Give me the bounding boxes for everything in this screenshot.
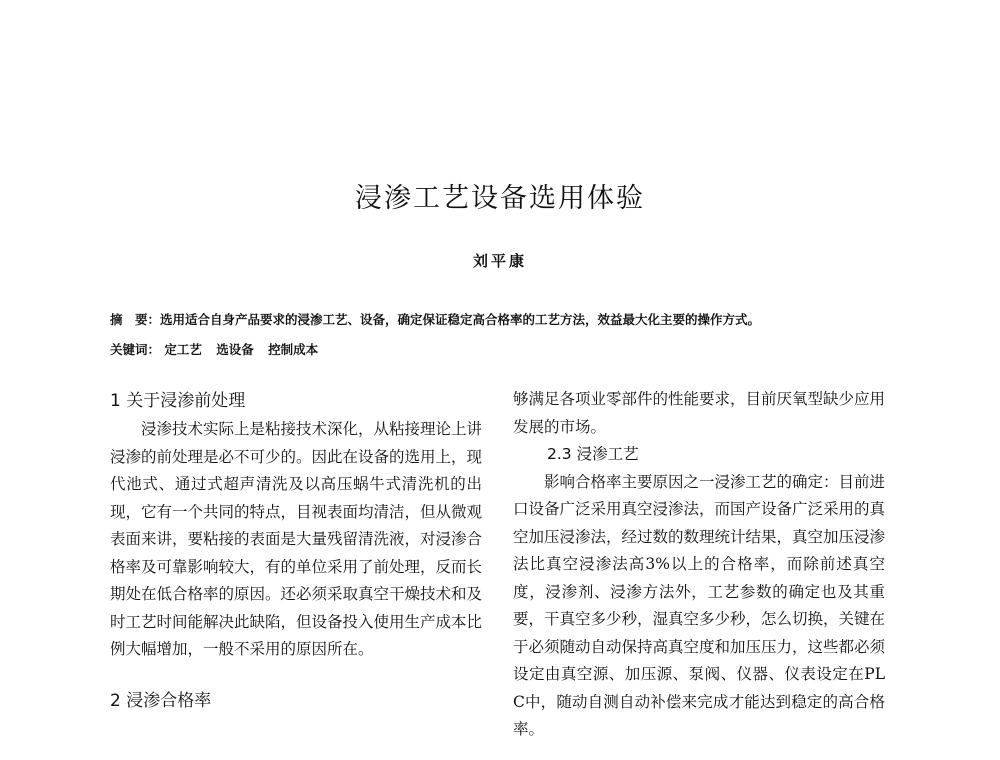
keyword-item: 定工艺 (164, 342, 202, 357)
continued-paragraph: 够满足各项业零部件的性能要求，目前厌氧型缺少应用发展的市场。 (513, 390, 886, 436)
abstract-text: 选用适合自身产品要求的浸渗工艺、设备，确定保证稳定高合格率的工艺方法，效益最大化主要的操作方式。 (160, 312, 761, 327)
section-2-3-heading: 2.3 浸渗工艺 (547, 445, 639, 463)
abstract-label: 摘 要： (110, 312, 161, 327)
keywords-label: 关键词： (110, 342, 161, 357)
section-1-heading: 1 关于浸渗前处理 (110, 391, 246, 411)
paper-title: 浸渗工艺设备选用体验 (355, 183, 645, 214)
keyword-item: 控制成本 (268, 342, 319, 357)
right-column (513, 386, 885, 744)
left-column (110, 386, 482, 716)
section-2-heading: 2 浸渗合格率 (110, 690, 212, 711)
section-1-paragraph: 浸渗技术实际上是粘接技术深化，从粘接理论上讲浸渗的前处理是必不可少的。因此在设备的选用上，现代池式、通过式超声清洗及以高压蜗牛式清洗机的出现，它有一个共同的特点，目视表面均清洁，但从微观表面来讲，要粘接的表面是大量残留清洗液，对浸渗合格率及可靠影响较大，有的单位采用了前处理，反而长期处在低合格率的原因。还必须采取真空干燥技术和及时工艺时间能解决此缺陷，但设备投入使用生产成本比例大幅增加，一般不采用的原因所在。 (110, 420, 483, 658)
section-2-3-paragraph: 影响合格率主要原因之一浸渗工艺的确定：目前进口设备广泛采用真空浸渗法，而国产设备广泛采用的真空加压浸渗法，经过数的数理统计结果，真空加压浸渗法比真空浸渗法高3%以上的合格率，而除前述真空度，浸渗剂、浸渗方法外，工艺参数的确定也及其重要，干真空多少秒，湿真空多少秒，怎么切换，关键在于必须随动自动保持高真空度和加压压力，这些都必须设定由真空源、加压源、泵阀、仪器、仪表设定在PLC中，随动自测自动补偿来完成才能达到稳定的高合格率。 (513, 472, 886, 738)
author-name: 刘平康 (472, 252, 527, 270)
keyword-item: 选设备 (216, 342, 254, 357)
abstract (110, 310, 900, 328)
keywords (110, 340, 900, 358)
